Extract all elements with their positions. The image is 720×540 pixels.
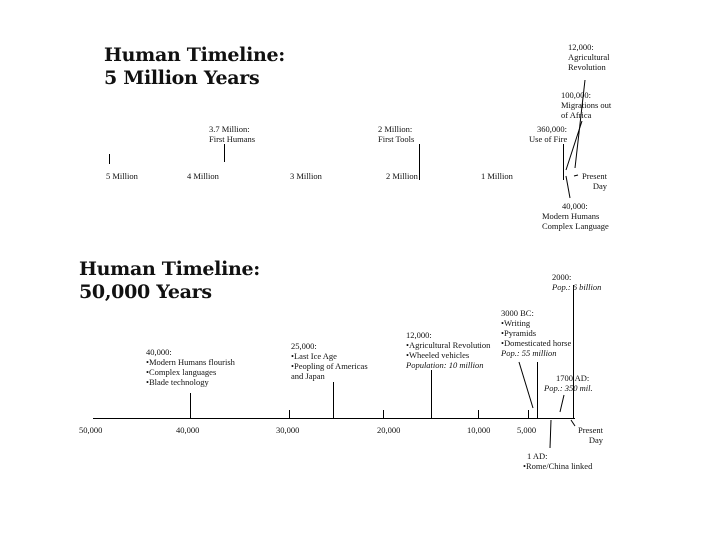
t1-first-humans-date: 3.7 Million: — [209, 124, 250, 134]
t2-25k-date: 25,000: — [291, 341, 317, 351]
t1-modern-line1: Modern Humans — [542, 211, 600, 221]
t1-present-line2: Day — [592, 181, 607, 191]
t2-2000-pop: Pop.: 6 billion — [552, 282, 602, 292]
t2-12k-line1: •Agricultural Revolution — [406, 340, 491, 350]
t2-1ad-date: 1 AD: — [527, 451, 548, 461]
timeline1-title-line2: 5 Million Years — [104, 67, 260, 89]
t2-12k-line3: Population: 10 million — [406, 360, 484, 370]
t1-connector-agri — [575, 80, 585, 168]
t1-agri-line2: Revolution — [568, 62, 606, 72]
t1-agri-date: 12,000: — [568, 42, 594, 52]
t2-scale-10k: 10,000 — [467, 425, 491, 435]
t2-connector-1700 — [560, 395, 564, 412]
t2-present-line2: Day — [588, 435, 603, 445]
t1-scale-3m: 3 Million — [290, 171, 322, 181]
t2-25k-line3: and Japan — [291, 371, 325, 381]
t1-migration-line2: of Africa — [561, 110, 592, 120]
t2-connector-1ad — [550, 420, 551, 448]
t1-first-humans-label: First Humans — [209, 134, 256, 144]
t2-3000bc-date: 3000 BC: — [501, 308, 534, 318]
t1-connector-modern — [566, 176, 570, 198]
t2-12k-date: 12,000: — [406, 330, 432, 340]
t1-scale-1m: 1 Million — [481, 171, 513, 181]
t2-present-line1: Present — [577, 425, 603, 435]
t2-scale-20k: 20,000 — [377, 425, 401, 435]
t1-fire-date: 360,000: — [537, 124, 567, 134]
t2-40k-line3: •Blade technology — [146, 377, 209, 387]
t2-connector-present — [571, 420, 575, 426]
t2-1700-date: 1700 AD: — [556, 373, 590, 383]
t1-connector-present — [574, 175, 578, 176]
t2-3000bc-line2: •Pyramids — [501, 328, 537, 338]
t1-migration-line1: Migrations out — [561, 100, 612, 110]
timeline2-title-line2: 50,000 Years — [79, 281, 212, 303]
t2-scale-40k: 40,000 — [176, 425, 200, 435]
t2-25k-line1: •Last Ice Age — [291, 351, 337, 361]
t1-first-tools-label: First Tools — [378, 134, 415, 144]
t2-25k-line2: •Peopling of Americas — [291, 361, 368, 371]
t2-2000-date: 2000: — [552, 272, 572, 282]
t1-connector-migration — [566, 121, 582, 170]
t2-1ad-line1: •Rome/China linked — [523, 461, 593, 471]
t1-modern-line2: Complex Language — [542, 221, 609, 231]
t2-3000bc-line3: •Domesticated horse — [501, 338, 572, 348]
t1-scale-5m: 5 Million — [106, 171, 138, 181]
t2-1700-pop: Pop.: 350 mil. — [544, 383, 593, 393]
t2-scale-30k: 30,000 — [276, 425, 300, 435]
t1-agri-line1: Agricultural — [568, 52, 610, 62]
timeline1-title-line1: Human Timeline: — [104, 44, 286, 66]
t2-3000bc-line1: •Writing — [501, 318, 531, 328]
t2-40k-line1: •Modern Humans flourish — [146, 357, 235, 367]
t1-migration-date: 100,000: — [561, 90, 591, 100]
t1-modern-date: 40,000: — [562, 201, 588, 211]
t2-40k-line2: •Complex languages — [146, 367, 217, 377]
t1-scale-2m: 2 Million — [386, 171, 418, 181]
t2-12k-line2: •Wheeled vehicles — [406, 350, 470, 360]
t1-scale-4m: 4 Million — [187, 171, 219, 181]
t2-3000bc-line4: Pop.: 55 million — [501, 348, 557, 358]
t1-present-line1: Present — [581, 171, 607, 181]
t2-connector-3000bc — [519, 362, 533, 408]
t2-scale-50k: 50,000 — [79, 425, 103, 435]
t1-fire-label: Use of Fire — [529, 134, 568, 144]
timeline2-title-line1: Human Timeline: — [79, 258, 261, 280]
t1-first-tools-date: 2 Million: — [378, 124, 413, 134]
t2-scale-5k: 5,000 — [517, 425, 537, 435]
t2-40k-date: 40,000: — [146, 347, 172, 357]
